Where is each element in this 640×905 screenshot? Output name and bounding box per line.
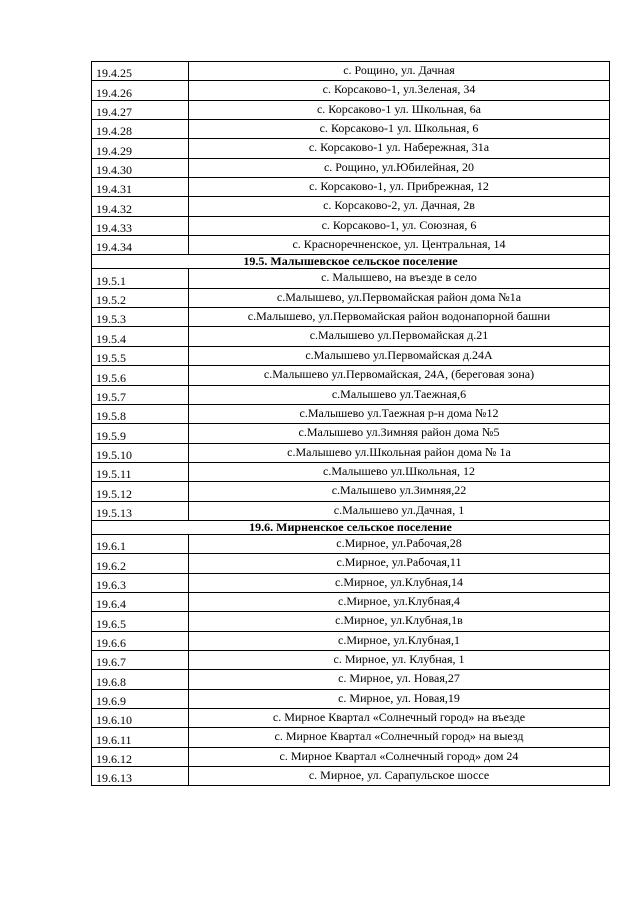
row-number: 19.5.4 xyxy=(92,327,189,346)
table-row xyxy=(92,366,610,385)
row-number: 19.5.1 xyxy=(92,269,189,288)
row-address: с. Корсаково-1, ул. Союзная, 6 xyxy=(189,216,610,235)
row-number: 19.4.31 xyxy=(92,178,189,197)
row-number: 19.4.25 xyxy=(92,62,189,81)
row-address: с.Мирное, ул.Клубная,14 xyxy=(189,573,610,592)
row-number: 19.5.7 xyxy=(92,385,189,404)
row-address: с.Малышево ул.Первомайская д.21 xyxy=(189,327,610,346)
table-row xyxy=(92,728,610,747)
row-address: с. Мирное Квартал «Солнечный город» дом 24 xyxy=(189,747,610,766)
table-row xyxy=(92,308,610,327)
table-row xyxy=(92,236,610,255)
table-row xyxy=(92,482,610,501)
row-number: 19.5.11 xyxy=(92,462,189,481)
row-number: 19.5.6 xyxy=(92,366,189,385)
table-row xyxy=(92,573,610,592)
section-title-malyshevskoe: 19.5. Малышевское сельское поселение xyxy=(92,255,610,269)
row-address: с.Малышево, ул.Первомайская район водонапорной башни xyxy=(189,308,610,327)
row-address: с.Мирное, ул.Клубная,1в xyxy=(189,612,610,631)
table-row xyxy=(92,385,610,404)
row-address: с.Малышево ул.Первомайская, 24А, (береговая зона) xyxy=(189,366,610,385)
table-row xyxy=(92,81,610,100)
row-number: 19.6.7 xyxy=(92,650,189,669)
row-number: 19.4.32 xyxy=(92,197,189,216)
table-group-19-6 xyxy=(92,534,610,785)
row-number: 19.5.5 xyxy=(92,346,189,365)
table-group-19-4 xyxy=(92,62,610,255)
row-address: с. Рощино, ул.Юбилейная, 20 xyxy=(189,158,610,177)
row-number: 19.4.26 xyxy=(92,81,189,100)
row-address: с. Корсаково-1 ул. Школьная, 6 xyxy=(189,120,610,139)
row-address: с.Малышево ул.Зимняя,22 xyxy=(189,482,610,501)
table-row xyxy=(92,631,610,650)
row-address: с. Корсаково-1, ул.Зеленая, 34 xyxy=(189,81,610,100)
row-number: 19.5.3 xyxy=(92,308,189,327)
locations-table xyxy=(91,61,610,786)
table-row xyxy=(92,554,610,573)
table-row xyxy=(92,462,610,481)
row-number: 19.4.34 xyxy=(92,236,189,255)
row-number: 19.5.2 xyxy=(92,288,189,307)
row-address: с. Корсаково-2, ул. Дачная, 2в xyxy=(189,197,610,216)
row-number: 19.6.6 xyxy=(92,631,189,650)
row-address: с.Мирное, ул.Рабочая,11 xyxy=(189,554,610,573)
table-row xyxy=(92,747,610,766)
row-number: 19.5.10 xyxy=(92,443,189,462)
row-address: с.Мирное, ул.Клубная,4 xyxy=(189,592,610,611)
row-number: 19.6.8 xyxy=(92,670,189,689)
row-address: с.Малышево ул.Таежная,6 xyxy=(189,385,610,404)
table-row xyxy=(92,120,610,139)
table-row xyxy=(92,709,610,728)
row-number: 19.6.5 xyxy=(92,612,189,631)
section-header-row xyxy=(92,255,610,269)
row-address: с. Корсаково-1, ул. Прибрежная, 12 xyxy=(189,178,610,197)
table-row xyxy=(92,650,610,669)
row-address: с. Мирное, ул. Сарапульское шоссе xyxy=(189,767,610,786)
table-row xyxy=(92,288,610,307)
row-address: с.Малышево, ул.Первомайская район дома №1а xyxy=(189,288,610,307)
row-address: с. Малышево, на въезде в село xyxy=(189,269,610,288)
table-row xyxy=(92,689,610,708)
table-row xyxy=(92,424,610,443)
row-number: 19.4.27 xyxy=(92,100,189,119)
row-number: 19.6.9 xyxy=(92,689,189,708)
row-address: с.Малышево ул.Зимняя район дома №5 xyxy=(189,424,610,443)
row-number: 19.6.12 xyxy=(92,747,189,766)
row-number: 19.6.10 xyxy=(92,709,189,728)
table-row xyxy=(92,158,610,177)
row-number: 19.5.9 xyxy=(92,424,189,443)
row-address: с.Мирное, ул.Клубная,1 xyxy=(189,631,610,650)
row-number: 19.6.11 xyxy=(92,728,189,747)
row-address: с. Мирное Квартал «Солнечный город» на выезд xyxy=(189,728,610,747)
table-row xyxy=(92,327,610,346)
row-address: с.Малышево ул.Дачная, 1 xyxy=(189,501,610,520)
table-row xyxy=(92,178,610,197)
table-row xyxy=(92,443,610,462)
row-number: 19.4.30 xyxy=(92,158,189,177)
row-address: с. Красноречненское, ул. Центральная, 14 xyxy=(189,236,610,255)
row-address: с. Мирное, ул. Клубная, 1 xyxy=(189,650,610,669)
table-row xyxy=(92,534,610,553)
row-number: 19.4.29 xyxy=(92,139,189,158)
row-number: 19.5.13 xyxy=(92,501,189,520)
row-number: 19.6.4 xyxy=(92,592,189,611)
section-header-row xyxy=(92,520,610,534)
row-number: 19.4.33 xyxy=(92,216,189,235)
table-row xyxy=(92,139,610,158)
table-row xyxy=(92,269,610,288)
table-row xyxy=(92,612,610,631)
row-address: с. Корсаково-1 ул. Набережная, 31а xyxy=(189,139,610,158)
row-address: с.Малышево ул.Школьная район дома № 1а xyxy=(189,443,610,462)
row-number: 19.6.13 xyxy=(92,767,189,786)
row-address: с. Корсаково-1 ул. Школьная, 6а xyxy=(189,100,610,119)
table-row xyxy=(92,346,610,365)
row-address: с.Мирное, ул.Рабочая,28 xyxy=(189,534,610,553)
row-number: 19.6.1 xyxy=(92,534,189,553)
row-address: с.Малышево ул.Школьная, 12 xyxy=(189,462,610,481)
table-row xyxy=(92,62,610,81)
table-row xyxy=(92,670,610,689)
row-number: 19.6.2 xyxy=(92,554,189,573)
row-number: 19.5.8 xyxy=(92,404,189,423)
row-number: 19.4.28 xyxy=(92,120,189,139)
row-address: с.Малышево ул.Первомайская д.24А xyxy=(189,346,610,365)
row-number: 19.5.12 xyxy=(92,482,189,501)
table-row xyxy=(92,100,610,119)
table-row xyxy=(92,404,610,423)
row-address: с. Мирное, ул. Новая,19 xyxy=(189,689,610,708)
section-title-mirnenskoe: 19.6. Мирненское сельское поселение xyxy=(92,520,610,534)
row-address: с.Малышево ул.Таежная р-н дома №12 xyxy=(189,404,610,423)
table-row xyxy=(92,216,610,235)
table-group-section-1 xyxy=(92,255,610,269)
table-row xyxy=(92,592,610,611)
row-address: с. Рощино, ул. Дачная xyxy=(189,62,610,81)
table-row xyxy=(92,197,610,216)
table-group-section-2 xyxy=(92,520,610,534)
table-group-19-5 xyxy=(92,269,610,520)
table-row xyxy=(92,501,610,520)
row-address: с. Мирное, ул. Новая,27 xyxy=(189,670,610,689)
row-number: 19.6.3 xyxy=(92,573,189,592)
row-address: с. Мирное Квартал «Солнечный город» на въезде xyxy=(189,709,610,728)
table-row xyxy=(92,767,610,786)
